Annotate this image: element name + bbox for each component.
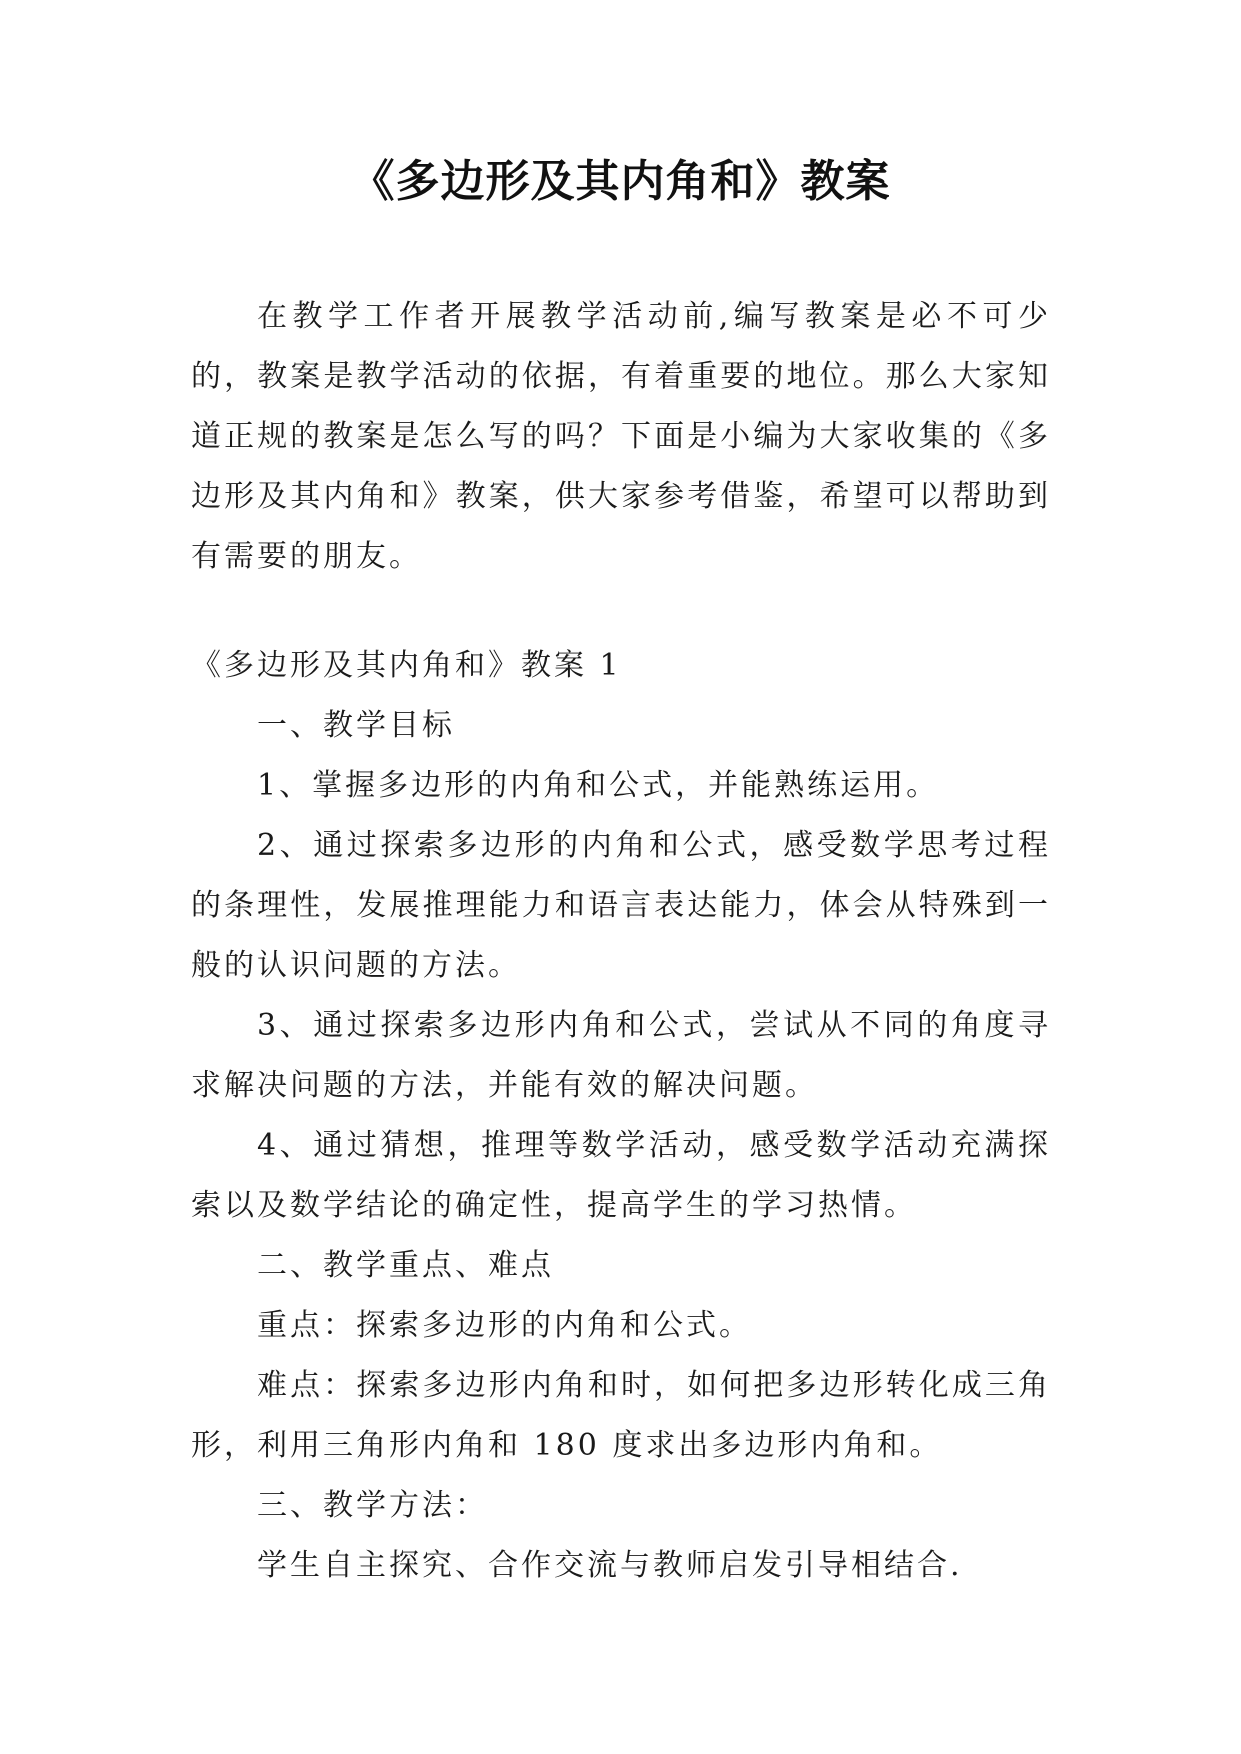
goal-item-4: 4、通过猜想，推理等数学活动，感受数学活动充满探索以及数学结论的确定性，提高学生的学习热情。	[191, 1128, 1051, 1223]
document-title: 《多边形及其内角和》教案	[350, 156, 891, 207]
lesson-plan-section	[191, 636, 1051, 1596]
section-title: 《多边形及其内角和》教案 1	[191, 648, 622, 683]
teaching-method-text: 学生自主探究、合作交流与教师启发引导相结合.	[257, 1548, 963, 1583]
intro-section	[191, 287, 1051, 587]
difficult-point: 难点：探索多边形内角和时，如何把多边形转化成三角形，利用三角形内角和 180 度求出多边形内角和。	[191, 1368, 1051, 1463]
goal-item-1: 1、掌握多边形的内角和公式，并能熟练运用。	[257, 768, 940, 803]
goal-item-3: 3、通过探索多边形内角和公式，尝试从不同的角度寻求解决问题的方法，并能有效的解决问题。	[191, 1008, 1051, 1103]
subheading-teaching-goals: 一、教学目标	[257, 708, 455, 743]
intro-paragraph: 在教学工作者开展教学活动前,编写教案是必不可少的，教案是教学活动的依据，有着重要的地位。那么大家知道正规的教案是怎么写的吗？下面是小编为大家收集的《多边形及其内角和》教案，供大家参考借鉴，希望可以帮助到有需要的朋友。	[191, 299, 1051, 574]
subheading-teaching-method: 三、教学方法：	[257, 1488, 488, 1523]
key-point: 重点：探索多边形的内角和公式。	[257, 1308, 752, 1343]
goal-item-2: 2、通过探索多边形的内角和公式，感受数学思考过程的条理性，发展推理能力和语言表达能力，体会从特殊到一般的认识问题的方法。	[191, 828, 1051, 983]
subheading-key-points: 二、教学重点、难点	[257, 1248, 554, 1283]
